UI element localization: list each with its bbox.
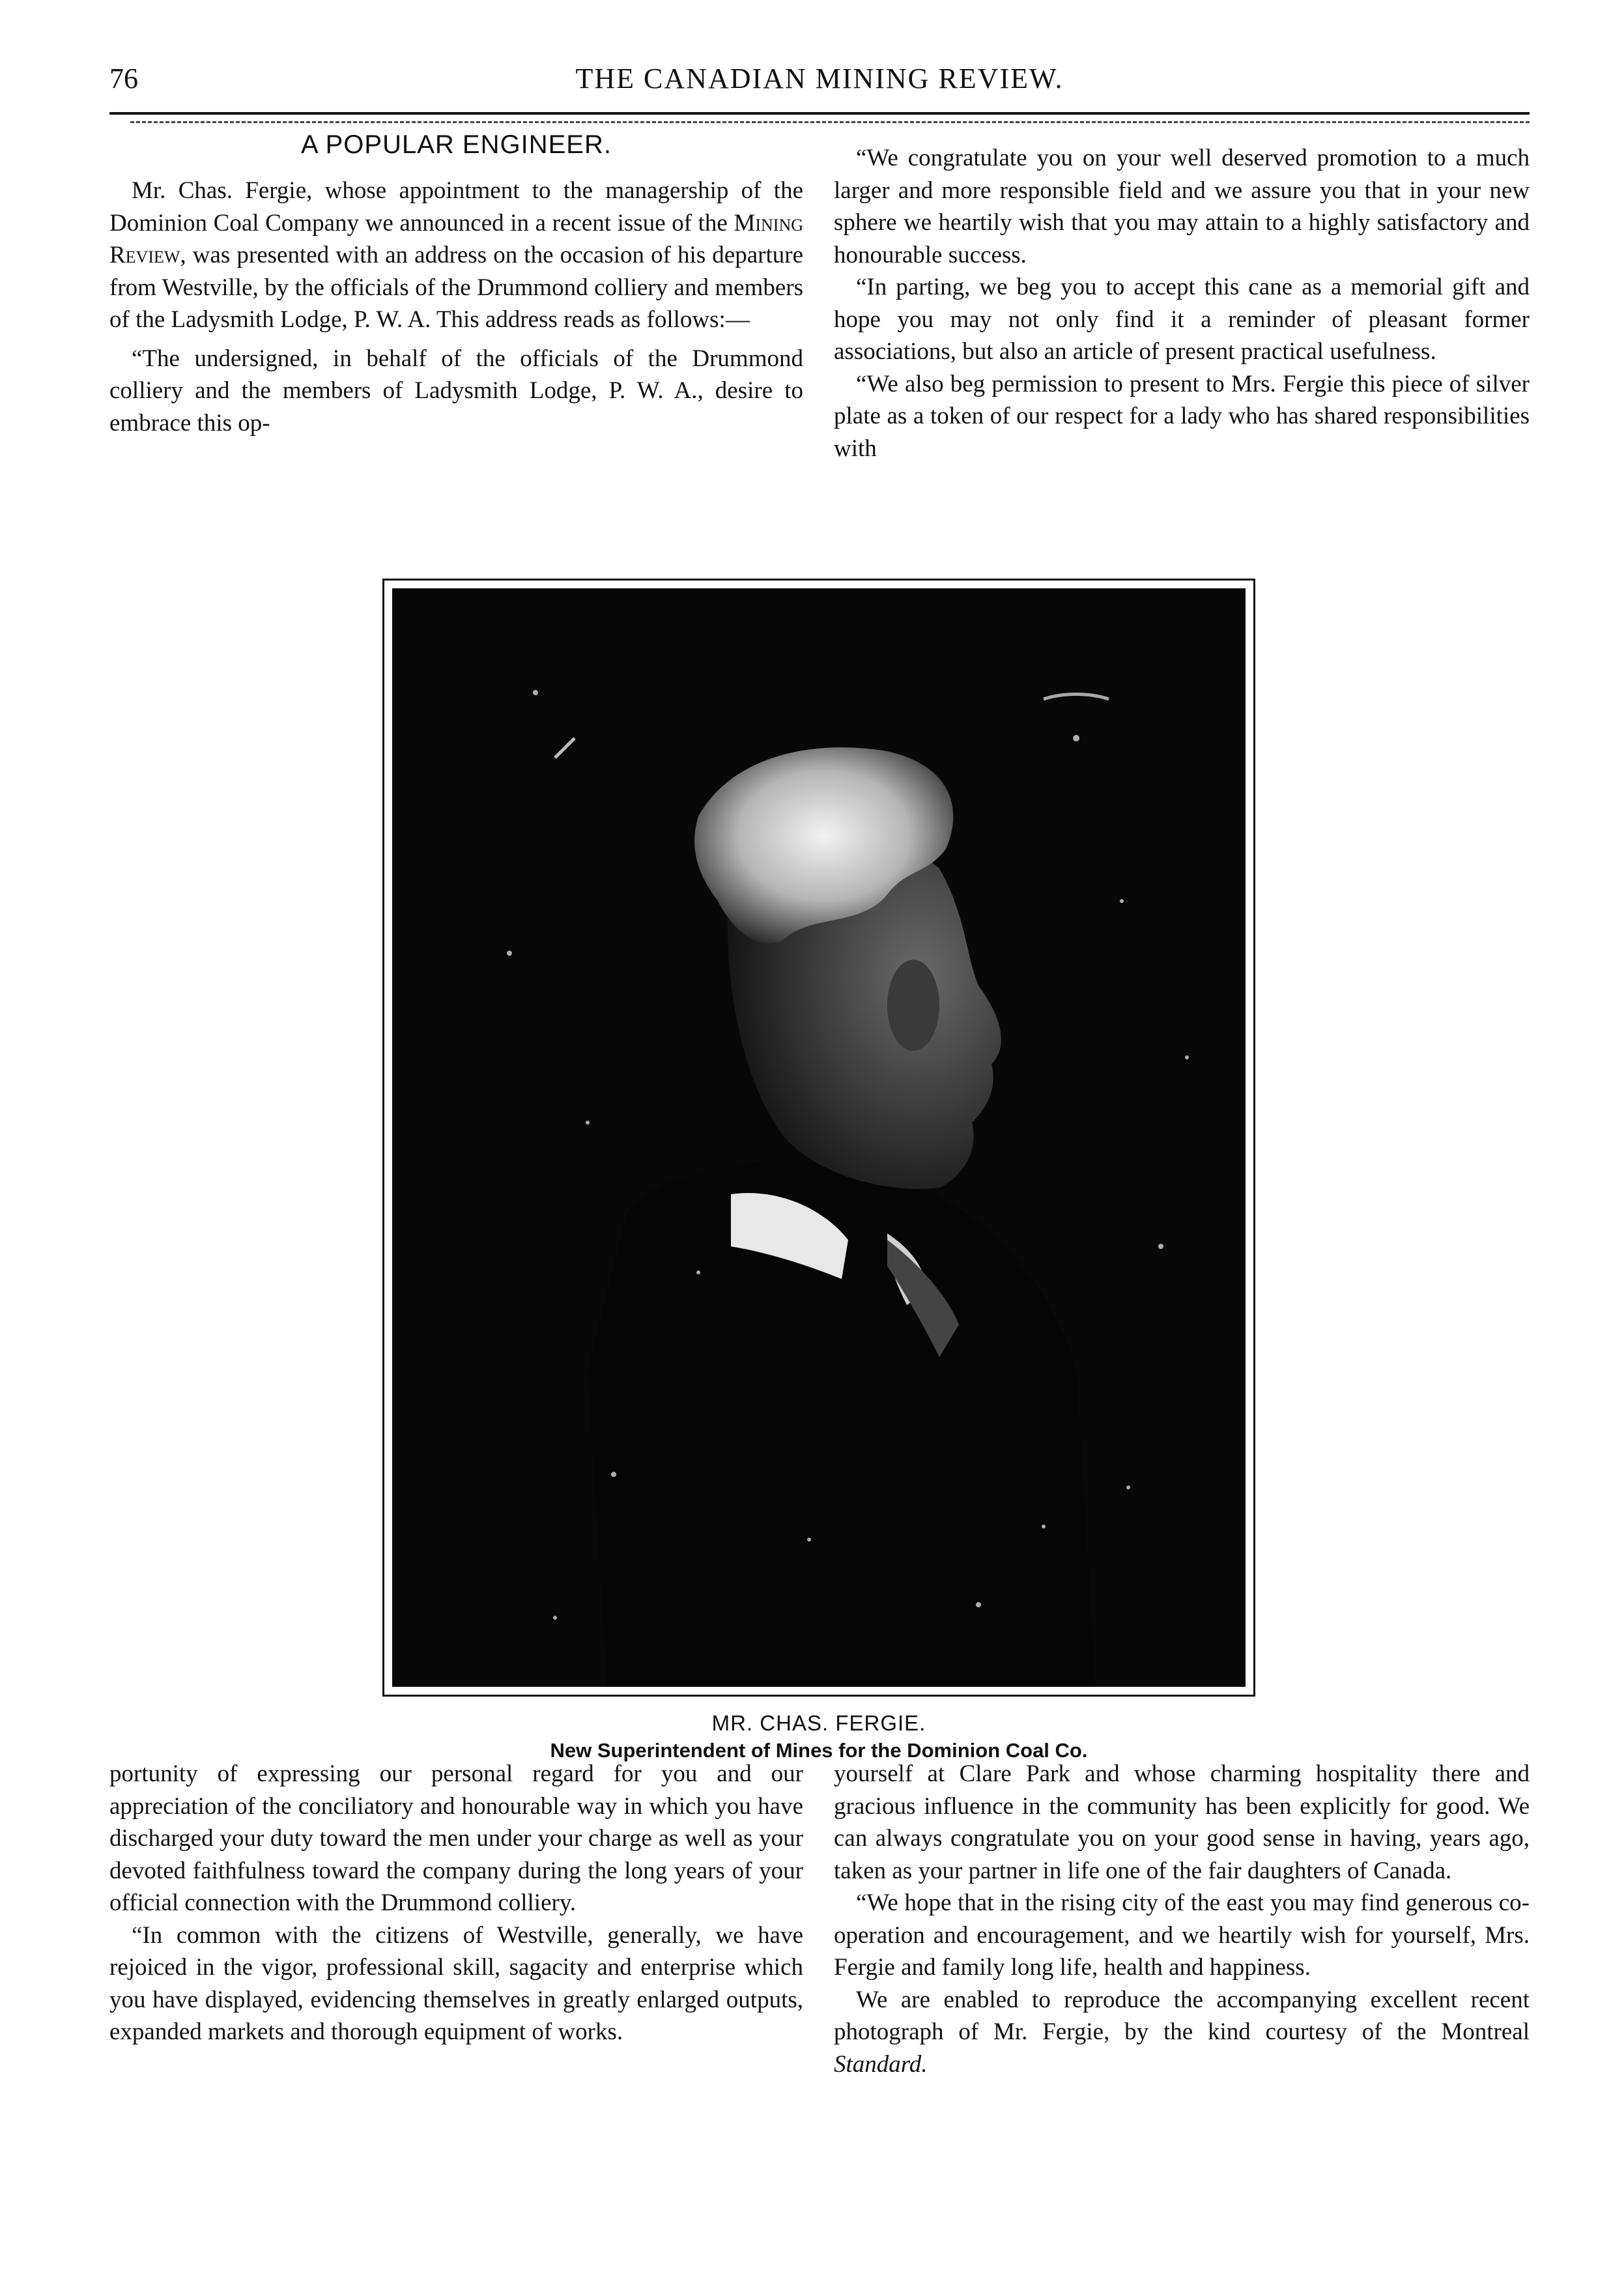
common-paragraph: “In common with the citizens of Westville, generally, we have rejoiced in the vigor, professional skill, sagacity and enterprise which you have displayed, evidencing themselves in greatly enlarged outputs, expanded markets and thorough equipment of works.: [109, 1921, 803, 2045]
photo-caption: [382, 1710, 1255, 1764]
column-bottom-right: [834, 1758, 1530, 2080]
column-top-right: [834, 142, 1530, 465]
caption-name: MR. CHAS. FERGIE.: [711, 1711, 926, 1735]
intro-paragraph: [109, 175, 803, 336]
page-header: [109, 62, 1530, 101]
silver-paragraph-continued: yourself at Clare Park and whose charming hospitality there and gracious influence in the community has been explicitly for good. We can always congratulate you on your good sense in having, years ago, taken as your partner in life one of the fair daughters of Canada.: [834, 1760, 1530, 1884]
portrait-figure: [392, 588, 1246, 1687]
portrait-image: [392, 588, 1246, 1687]
address-paragraph-continued: portunity of expressing our personal regard for you and our appreciation of the conciliatory and honourable way in which you have discharged your duty toward the men under your charge as well as your devoted faithfulness toward the company during the long years of your official connection with the Drummond colliery.: [109, 1760, 803, 1916]
final-newspaper-name: Standard.: [834, 2050, 928, 2078]
address-paragraph-start: “The undersigned, in behalf of the officials of the Drummond colliery and the members of Ladysmith Lodge, P. W. A., desire to embrace this op-: [109, 345, 803, 437]
header-rule: [109, 112, 1530, 115]
silver-paragraph-start: “We also beg permission to present to Mrs. Fergie this piece of silver plate as a token of our respect for a lady who has shared responsibilities with: [834, 370, 1530, 462]
hope-paragraph: “We hope that in the rising city of the east you may find generous co-operation and encouragement, and we heartily wish for yourself, Mrs. Fergie and family long life, health and happiness.: [834, 1889, 1530, 1981]
final-paragraph: [834, 1984, 1530, 2081]
portrait-photograph: [382, 579, 1255, 1697]
journal-title: THE CANADIAN MINING REVIEW.: [575, 63, 1064, 94]
page-number: 76: [109, 63, 138, 94]
article-title: A POPULAR ENGINEER.: [301, 130, 612, 159]
column-top-left: [109, 129, 803, 439]
header-dashed-rule: [130, 121, 1530, 123]
parting-paragraph: “In parting, we beg you to accept this cane as a memorial gift and hope you may not only find it a reminder of pleasant former associations, but also an article of present practical usefulness.: [834, 274, 1530, 365]
intro-text-b: , was presented with an address on the occasion of his departure from Westville, by the officials of the Drummond colliery and members of the Ladysmith Lodge, P. W. A. This address reads as follows:—: [109, 242, 803, 333]
final-text: We are enabled to reproduce the accompanying excellent recent photograph of Mr. Fergie, by the kind courtesy of the Montreal: [834, 1986, 1530, 2045]
intro-publication-name: Mining Review: [109, 209, 803, 268]
congratulate-paragraph: “We congratulate you on your well deserved promotion to a much larger and more responsible field and we assure you that in your new sphere we heartily wish that you may attain to a highly satisfactory and honourable success.: [834, 145, 1530, 268]
column-bottom-left: [109, 1758, 803, 2048]
intro-text-a: Mr. Chas. Fergie, whose appointment to the managership of the Dominion Coal Company we announced in a recent issue of the: [109, 177, 803, 237]
caption-subtitle: New Superintendent of Mines for the Dominion Coal Co.: [550, 1739, 1088, 1762]
